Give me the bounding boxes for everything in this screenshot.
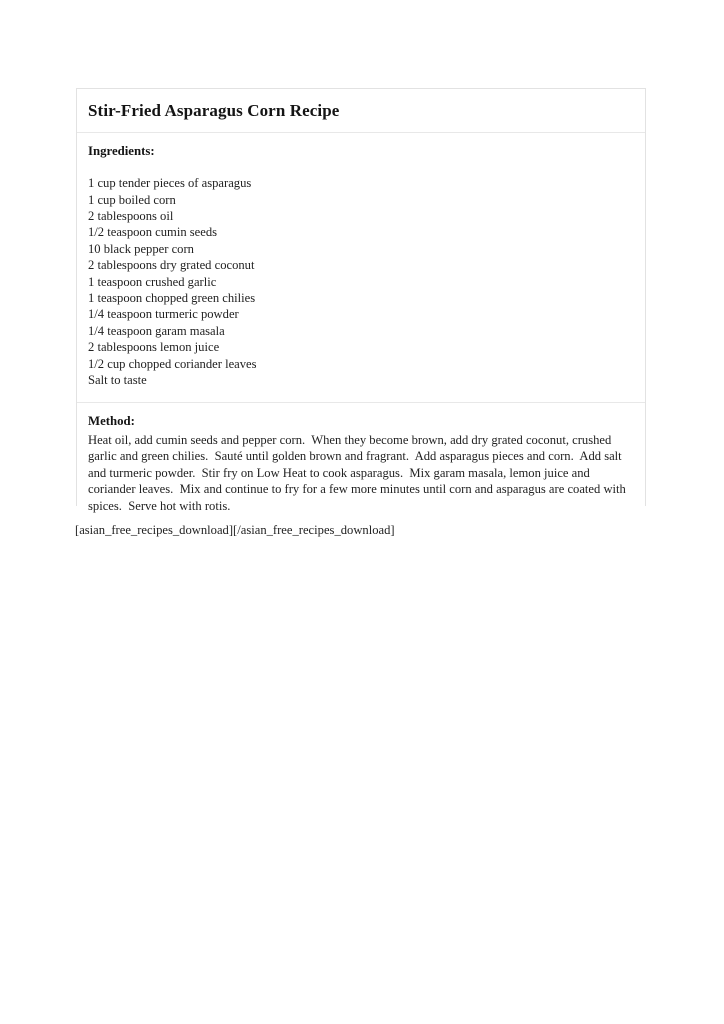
list-item: 1/4 teaspoon garam masala <box>88 323 225 338</box>
method-heading: Method: <box>88 414 135 429</box>
recipe-card-header <box>77 89 645 133</box>
list-item: 1/4 teaspoon turmeric powder <box>88 307 239 322</box>
list-item: 1 teaspoon chopped green chilies <box>88 291 256 306</box>
ingredients-section <box>77 133 645 404</box>
list-item: 1 cup boiled corn <box>88 192 176 207</box>
ingredients-list <box>88 175 634 388</box>
list-item: 1 cup tender pieces of asparagus <box>88 176 252 191</box>
list-item: 10 black pepper corn <box>88 241 194 256</box>
shortcode-text: [asian_free_recipes_download][/asian_free_recipes_download] <box>75 523 395 537</box>
list-item: 2 tablespoons dry grated coconut <box>88 258 255 273</box>
page-title: Stir-Fried Asparagus Corn Recipe <box>88 101 340 120</box>
method-section <box>77 403 645 526</box>
list-item: 1/2 cup chopped coriander leaves <box>88 356 257 371</box>
list-item: 1/2 teaspoon cumin seeds <box>88 225 218 240</box>
list-item: 2 tablespoons oil <box>88 208 174 223</box>
recipe-card <box>76 88 646 513</box>
list-item: 1 teaspoon crushed garlic <box>88 274 217 289</box>
list-item: Salt to taste <box>88 373 147 388</box>
method-text: Heat oil, add cumin seeds and pepper corn. When they become brown, add dry grated coconut, crushed garlic and green chilies. Sauté until golden brown and fragrant. Add asparagus pieces and corn. Add salt and turmeric powder. Stir fry on Low Heat to cook asparagus. Mix garam masala, lemon juice and coriander leaves. Mix and continue to fry for a few more minutes until corn and asparagus are coated with spices. Serve hot with rotis. <box>88 433 629 513</box>
ingredients-heading: Ingredients: <box>88 143 155 158</box>
list-item: 2 tablespoons lemon juice <box>88 340 220 355</box>
